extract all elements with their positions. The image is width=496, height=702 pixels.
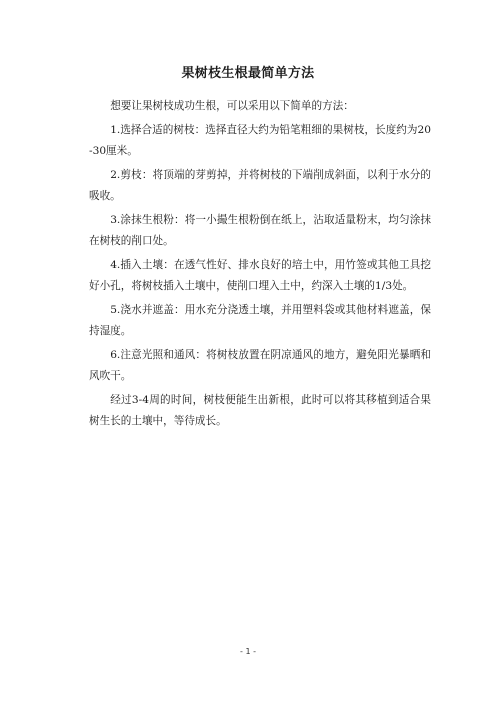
step-3-paragraph: 3.涂抹生根粉：将一小撮生根粉倒在纸上，沾取适量粉末，均匀涂抹在树枝的削口处。 bbox=[89, 214, 431, 247]
page-number: - 1 - bbox=[240, 647, 256, 656]
step-4-paragraph: 4.插入土壤：在透气性好、排水良好的培土中，用竹签或其他工具挖好小孔，将树枝插入土壤中，使削口埋入土中，约深入土壤的1/3处。 bbox=[89, 259, 431, 292]
conclusion-paragraph: 经过3-4周的时间，树枝便能生出新根，此时可以将其移植到适合果树生长的土壤中，等待成长。 bbox=[89, 394, 431, 427]
intro-paragraph: 想要让果树枝成功生根，可以采用以下简单的方法： bbox=[110, 100, 354, 112]
step-6-paragraph: 6.注意光照和通风：将树枝放置在阴凉通风的地方，避免阳光暴晒和风吹干。 bbox=[89, 349, 431, 382]
step-1-paragraph: 1.选择合适的树枝：选择直径大约为铅笔粗细的果树枝，长度约为20-30厘米。 bbox=[89, 124, 431, 157]
step-2-paragraph: 2.剪枝：将顶端的芽剪掉，并将树枝的下端削成斜面，以利于水分的吸收。 bbox=[89, 169, 431, 202]
document-body bbox=[89, 96, 431, 435]
step-5-paragraph: 5.浇水并遮盖：用水充分浇透土壤，并用塑料袋或其他材料遮盖，保持湿度。 bbox=[89, 304, 431, 337]
document-title: 果树枝生根最简单方法 bbox=[181, 66, 315, 81]
